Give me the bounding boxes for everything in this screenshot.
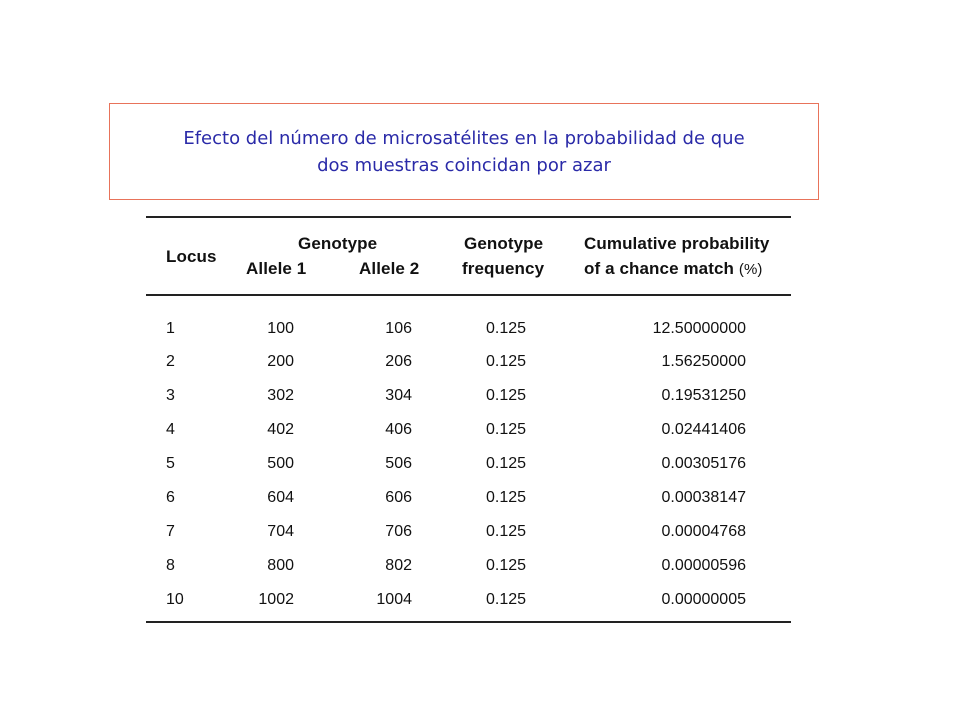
frequency-cell: 0.125	[486, 353, 527, 370]
allele-1-cell: 704	[267, 523, 294, 540]
allele-2-cell: 606	[385, 489, 412, 506]
title-box	[109, 103, 819, 200]
locus-cell: 6	[166, 489, 175, 506]
allele-1-cell: 302	[267, 387, 294, 404]
frequency-cell: 0.125	[486, 557, 527, 574]
allele-2-cell: 706	[385, 523, 412, 540]
allele-1-cell: 100	[267, 320, 294, 337]
locus-cell: 4	[166, 421, 175, 438]
locus-cell: 5	[166, 455, 175, 472]
probability-cell: 0.00000005	[661, 591, 746, 608]
frequency-cell: 0.125	[486, 523, 527, 540]
allele-2-cell: 106	[385, 320, 412, 337]
locus-cell: 7	[166, 523, 175, 540]
allele-1-cell: 604	[267, 489, 294, 506]
probability-cell: 0.00038147	[661, 489, 746, 506]
locus-cell: 3	[166, 387, 175, 404]
allele-1-cell: 500	[267, 455, 294, 472]
allele-2-cell: 506	[385, 455, 412, 472]
table-top-rule	[146, 216, 791, 218]
allele-1-cell: 402	[267, 421, 294, 438]
table-header-rule	[146, 294, 791, 296]
probability-cell: 0.00004768	[661, 523, 746, 540]
allele-2-cell: 406	[385, 421, 412, 438]
probability-cell: 0.00000596	[661, 557, 746, 574]
probability-cell: 0.19531250	[661, 387, 746, 404]
frequency-cell: 0.125	[486, 489, 527, 506]
header-allele-1: Allele 1	[246, 259, 307, 278]
allele-1-cell: 800	[267, 557, 294, 574]
title-line-1: Efecto del número de microsatélites en la probabilidad de que	[183, 127, 745, 149]
header-locus: Locus	[166, 247, 217, 266]
allele-2-cell: 304	[385, 387, 412, 404]
title-line-2: dos muestras coincidan por azar	[317, 154, 611, 176]
header-allele-2: Allele 2	[359, 259, 420, 278]
genotype-table	[146, 216, 791, 626]
header-probability-line-1: Cumulative probability	[584, 234, 770, 253]
table-bottom-rule	[146, 621, 791, 623]
probability-cell: 1.56250000	[661, 353, 746, 370]
frequency-cell: 0.125	[486, 591, 527, 608]
locus-cell: 10	[166, 591, 184, 608]
probability-cell: 0.02441406	[661, 421, 746, 438]
frequency-cell: 0.125	[486, 387, 527, 404]
frequency-cell: 0.125	[486, 455, 527, 472]
header-genotype: Genotype	[298, 234, 378, 253]
allele-1-cell: 1002	[258, 591, 294, 608]
header-frequency-line-2: frequency	[462, 259, 545, 278]
allele-2-cell: 802	[385, 557, 412, 574]
allele-1-cell: 200	[267, 353, 294, 370]
header-probability-line-2	[584, 257, 763, 281]
locus-cell: 1	[166, 320, 175, 337]
locus-cell: 2	[166, 353, 175, 370]
locus-cell: 8	[166, 557, 175, 574]
probability-cell: 0.00305176	[661, 455, 746, 472]
header-probability-text: of a chance match	[584, 259, 735, 278]
probability-cell: 12.50000000	[652, 320, 746, 337]
allele-2-cell: 206	[385, 353, 412, 370]
header-probability-unit: (%)	[738, 261, 763, 278]
allele-2-cell: 1004	[376, 591, 412, 608]
frequency-cell: 0.125	[486, 320, 527, 337]
header-frequency-line-1: Genotype	[464, 234, 544, 253]
frequency-cell: 0.125	[486, 421, 527, 438]
